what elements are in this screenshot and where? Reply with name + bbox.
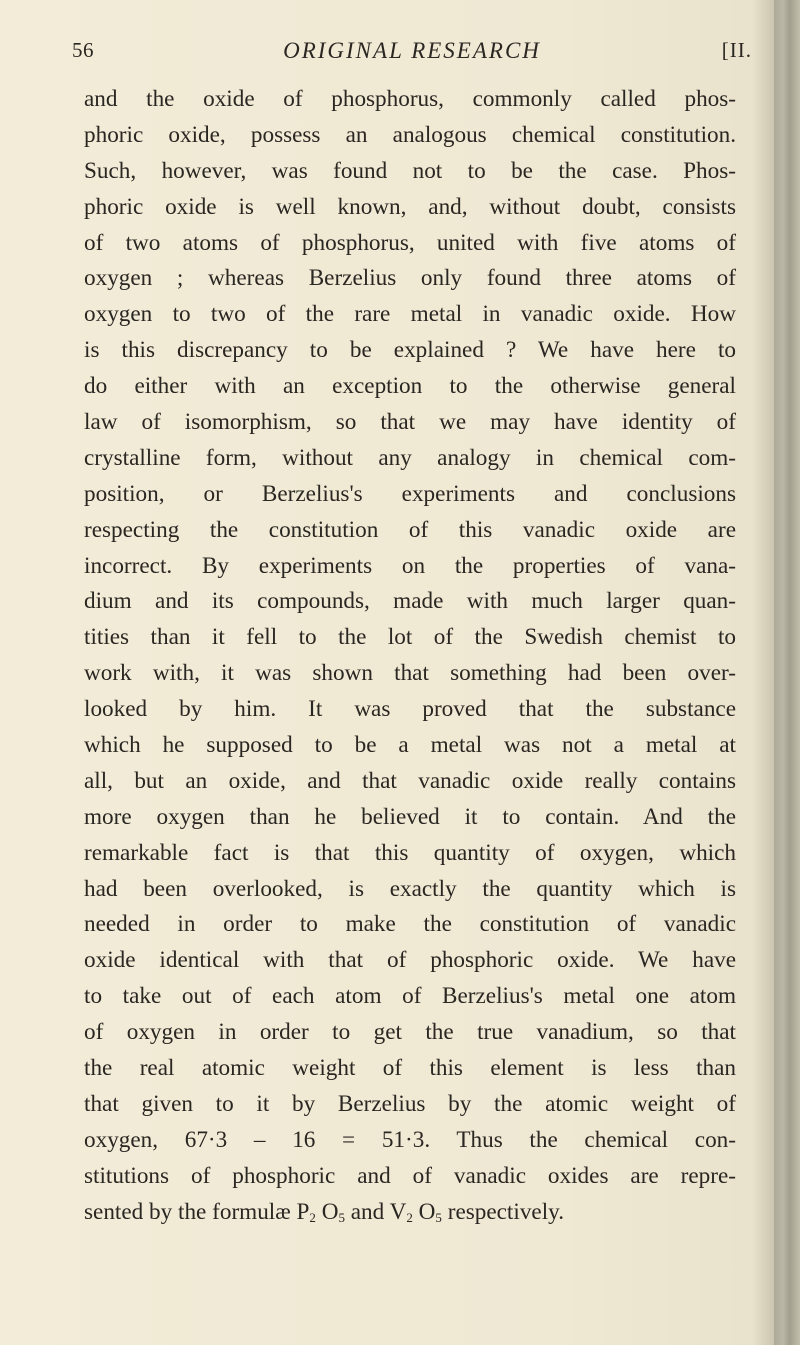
text-line: law of isomorphism, so that we may have identity of: [84, 409, 736, 436]
text-line: stitutions of phosphoric and of vanadic oxides are repre-: [84, 1162, 736, 1189]
text-line: of oxygen in order to get the true vanadium, so that: [84, 1019, 736, 1046]
text-line: phoric oxide is well known, and, without doubt, consists: [84, 193, 736, 220]
text-line: remarkable fact is that this quantity of oxygen, which: [84, 839, 736, 866]
formula-text: O: [315, 1198, 339, 1225]
text-line: Such, however, was found not to be the case. Phos-: [84, 157, 736, 184]
text-line: to take out of each atom of Berzelius's metal one atom: [84, 983, 736, 1010]
formula-text: sented by the formulæ P: [84, 1198, 310, 1225]
text-line: needed in order to make the constitution of vanadic: [84, 911, 736, 938]
subscript: 5: [338, 1209, 345, 1225]
text-line: which he supposed to be a metal was not a metal at: [84, 732, 736, 759]
text-line: crystalline form, without any analogy in chemical com-: [84, 444, 736, 471]
text-line: that given to it by Berzelius by the atomic weight of: [84, 1090, 736, 1117]
text-line: phoric oxide, possess an analogous chemical constitution.: [84, 121, 736, 148]
text-line: oxide identical with that of phosphoric oxide. We have: [84, 947, 736, 974]
text-line: oxygen ; whereas Berzelius only found three atoms of: [84, 265, 736, 292]
text-line: of two atoms of phosphorus, united with five atoms of: [84, 229, 736, 256]
page-number: 56: [72, 38, 94, 62]
text-line: dium and its compounds, made with much larger quan-: [84, 588, 736, 615]
formula-text: and V: [344, 1198, 407, 1225]
text-line: all, but an oxide, and that vanadic oxide really contains: [84, 767, 736, 794]
text-line: had been overlooked, is exactly the quantity which is: [84, 875, 736, 902]
subscript: 2: [309, 1209, 316, 1225]
subscript: 5: [435, 1209, 442, 1225]
text-line: incorrect. By experiments on the properties of vana-: [84, 552, 736, 579]
page-header: [72, 38, 752, 72]
formula-line: [84, 1195, 736, 1231]
text-line: looked by him. It was proved that the substance: [84, 696, 736, 723]
page-edge: [774, 0, 800, 1345]
text-line: respecting the constitution of this vanadic oxide are: [84, 516, 736, 543]
text-line: oxygen to two of the rare metal in vanadic oxide. How: [84, 301, 736, 328]
text-line: oxygen, 67·3 – 16 = 51·3. Thus the chemical con-: [84, 1126, 736, 1153]
text-line: work with, it was shown that something had been over-: [84, 660, 736, 687]
text-line: do either with an exception to the otherwise general: [84, 373, 736, 400]
text-line: is this discrepancy to be explained ? We have here to: [84, 337, 736, 364]
text-line: the real atomic weight of this element is less than: [84, 1055, 736, 1082]
text-line: position, or Berzelius's experiments and conclusions: [84, 480, 736, 507]
running-title: ORIGINAL RESEARCH: [283, 38, 541, 63]
formula-text: O: [412, 1198, 436, 1225]
subscript: 2: [406, 1209, 413, 1225]
chapter-marker: [II.: [721, 38, 752, 62]
text-line: more oxygen than he believed it to contain. And the: [84, 803, 736, 830]
text-line: tities than it fell to the lot of the Swedish chemist to: [84, 624, 736, 651]
body-text: [84, 82, 736, 1231]
text-line: and the oxide of phosphorus, commonly called phos-: [84, 86, 736, 112]
formula-text: respectively.: [441, 1198, 565, 1225]
